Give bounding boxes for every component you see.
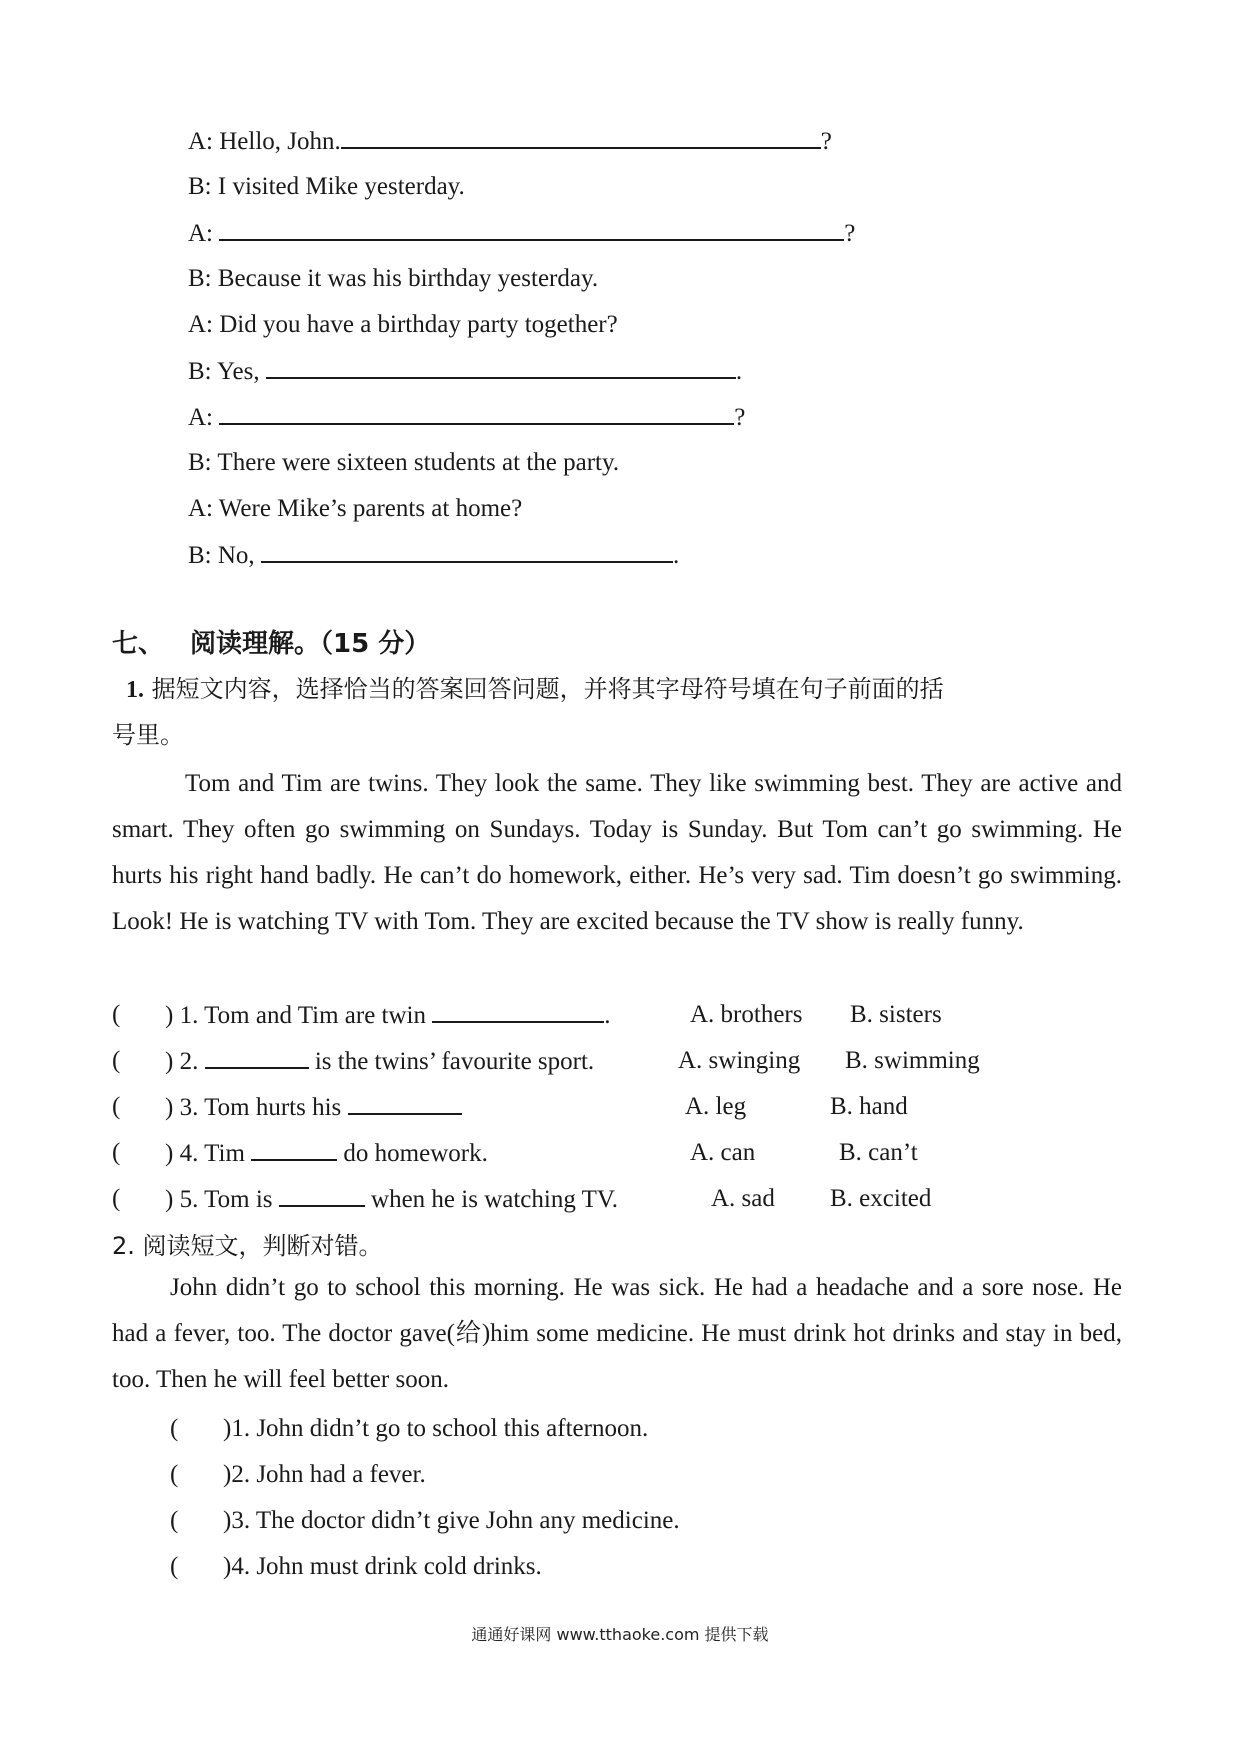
footer-source: 通通好课网 www.tthaoke.com 提供下载 — [471, 1625, 769, 1644]
question-2-blank[interactable] — [205, 1045, 309, 1069]
question-1-option-b[interactable]: B. sisters — [850, 1001, 942, 1028]
dialogue-line-5: A: Did you have a birthday party together? — [188, 311, 618, 338]
question-2-option-b[interactable]: B. swimming — [845, 1047, 980, 1074]
dialogue-line-3: A: ? — [188, 217, 855, 250]
part2-passage: John didn’t go to school this morning. He was sick. He had a headache and a sore nose. He had a fever, too. The doctor gave(给)him some medicine. He must drink hot drinks and stay in bed, too. Then he will feel better soon. — [112, 1274, 1122, 1393]
dialogue-line-2: B: I visited Mike yesterday. — [188, 173, 465, 200]
question-3-option-b[interactable]: B. hand — [830, 1093, 908, 1120]
dialogue-line-8: B: There were sixteen students at the party. — [188, 449, 620, 476]
section-title: 阅读理解。（15 分） — [190, 629, 431, 659]
section-number: 七、 — [112, 629, 165, 659]
question-5-blank[interactable] — [279, 1183, 365, 1207]
question-4-option-b[interactable]: B. can’t — [839, 1139, 918, 1166]
dialogue-line-1: A: Hello, John. ? — [188, 125, 832, 158]
question-1-option-a[interactable]: A. brothers — [690, 1001, 803, 1028]
question-3-blank[interactable] — [348, 1091, 462, 1115]
question-3-option-a[interactable]: A. leg — [685, 1093, 747, 1120]
answer-blank-3[interactable] — [266, 355, 736, 379]
question-5-option-b[interactable]: B. excited — [830, 1185, 932, 1212]
question-5-option-a[interactable]: A. sad — [711, 1185, 775, 1212]
answer-blank-4[interactable] — [219, 401, 734, 425]
section-heading — [112, 627, 430, 661]
part1-instruction-line2: 号里。 — [112, 721, 184, 749]
dialogue-line-7: A: ? — [188, 401, 745, 434]
dialogue-line-10: B: No, . — [188, 539, 679, 572]
part1-instruction-line1: 1. 据短文内容，选择恰当的答案回答问题，并将其字母符号填在句子前面的括 — [126, 675, 944, 703]
question-1-blank[interactable] — [432, 999, 604, 1023]
answer-blank-5[interactable] — [261, 539, 673, 563]
answer-blank-1[interactable] — [341, 125, 821, 149]
question-4-option-a[interactable]: A. can — [690, 1139, 756, 1166]
dialogue-line-9: A: Were Mike’s parents at home? — [188, 495, 523, 522]
part1-passage: Tom and Tim are twins. They look the same. They like swimming best. They are active and smart. They often go swimming on Sundays. Today is Sunday. But Tom can’t go swimming. He hurts his right hand badly. He can’t do homework, either. He’s very sad. Tim doesn’t go swimming. Look! He is watching TV with Tom. They are excited because the TV show is really funny. — [112, 770, 1122, 935]
question-2-option-a[interactable]: A. swinging — [678, 1047, 801, 1074]
question-4-blank[interactable] — [251, 1137, 337, 1161]
dialogue-line-4: B: Because it was his birthday yesterday. — [188, 265, 599, 292]
answer-blank-2[interactable] — [219, 217, 844, 241]
dialogue-line-6: B: Yes, . — [188, 355, 742, 388]
part2-instruction: 2. 阅读短文，判断对错。 — [112, 1232, 383, 1260]
